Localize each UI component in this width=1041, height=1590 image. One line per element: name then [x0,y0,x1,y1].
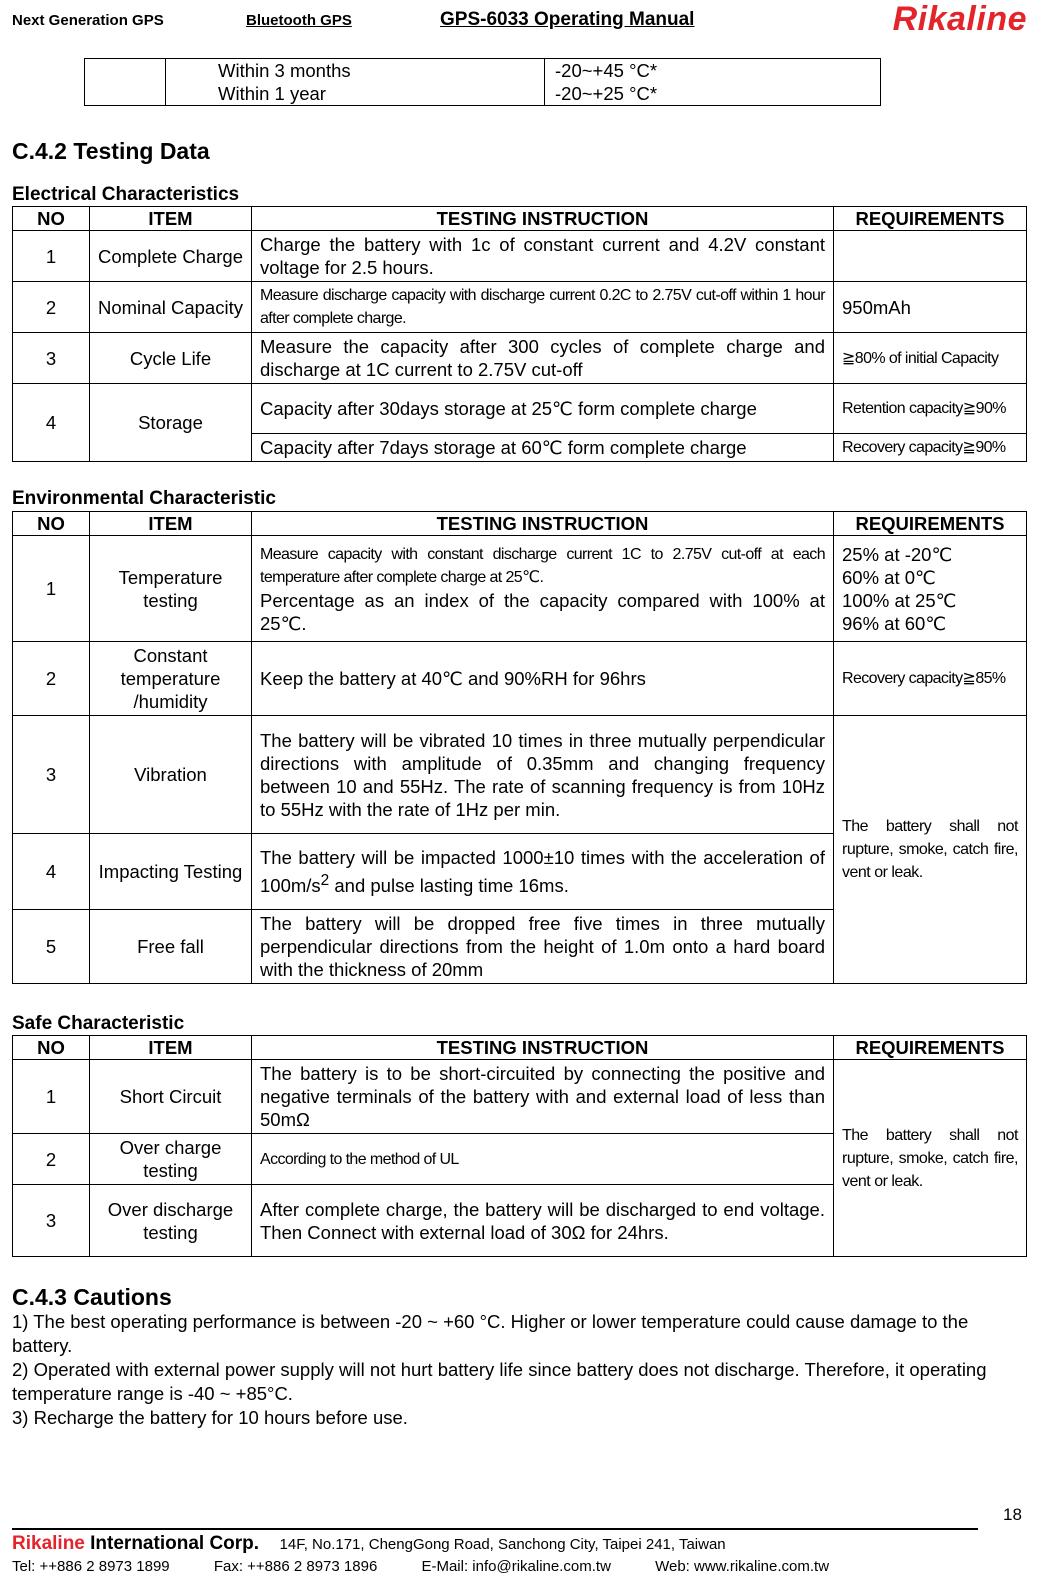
corp-name-rest: International Corp. [84,1533,260,1554]
cell-no: 1 [13,1060,90,1134]
cell-item: Nominal Capacity [90,282,252,333]
test-text: and pulse lasting time 16ms. [329,875,569,897]
cell-req [834,231,1027,282]
cell-no: 3 [13,333,90,384]
req-line: 100% at 25℃ [842,589,957,611]
col-header-no: NO [13,512,90,536]
test-text: The battery will be impacted 1000±10 times with the acceleration of 100m/s [260,846,825,897]
cell-item: Short Circuit [90,1060,252,1134]
table-row [13,282,1027,333]
cell-test: According to the method of UL [252,1134,834,1185]
col-header-req: REQUIREMENTS [834,512,1027,536]
cell-item: Complete Charge [90,231,252,282]
table-header-row [13,207,1027,231]
req-line: 60% at 0℃ [842,566,936,588]
safe-title: Safe Characteristic [12,1013,185,1034]
storage-period: Within 3 months [218,60,351,81]
list-item: 3) Recharge the battery for 10 hours before use. [12,1407,408,1428]
cell-item: Constant temperature /humidity [90,642,252,716]
list-item: 1) The best operating performance is between -20 ~ +60 °C. Higher or lower temperature could cause damage to the battery. [12,1311,969,1356]
table-header-row [13,512,1027,536]
cell-no: 3 [13,716,90,834]
safe-table [12,1035,1027,1257]
table-row [13,716,1027,834]
header-middle-text: Bluetooth GPS [246,12,352,29]
header-left-text: Next Generation GPS [12,12,164,29]
cell-test: Keep the battery at 40℃ and 90%RH for 96hrs [252,642,834,716]
cell-item: Vibration [90,716,252,834]
header-title: GPS-6033 Operating Manual [440,9,695,30]
storage-temperature-table [84,58,881,106]
contact-web: Web: www.rikaline.com.tw [655,1558,830,1575]
environmental-title: Environmental Characteristic [12,488,276,509]
cell-item: Temperature testing [90,536,252,642]
table-row [13,536,1027,642]
cell-test: After complete charge, the battery will be discharged to end voltage. Then Connect with external load of 30Ω for 24hrs. [252,1185,834,1257]
req-line: 25% at -20℃ [842,543,953,565]
cell-req: ≧80% of initial Capacity [834,333,1027,384]
col-header-req: REQUIREMENTS [834,1036,1027,1060]
cell-item: Over discharge testing [90,1185,252,1257]
section-title-cautions: C.4.3 Cautions [12,1284,172,1310]
col-header-test: TESTING INSTRUCTION [252,1036,834,1060]
cell-req-shared: The battery shall not rupture, smoke, catch fire, vent or leak. [834,716,1027,984]
contact-tel: Tel: ++886 2 8973 1899 [12,1558,170,1575]
cell-no: 1 [13,231,90,282]
col-header-item: ITEM [90,512,252,536]
section-title-testing-data: C.4.2 Testing Data [12,138,210,164]
table-row [13,642,1027,716]
cell-test: Measure the capacity after 300 cycles of complete charge and discharge at 1C current to 2.75V cut-off [252,333,834,384]
col-header-req: REQUIREMENTS [834,207,1027,231]
cell-test: Measure discharge capacity with discharge current 0.2C to 2.75V cut-off within 1 hour after complete charge. [252,282,834,333]
table-row [85,59,881,106]
cell-no: 3 [13,1185,90,1257]
cell-no: 1 [13,536,90,642]
brand-logo: Rikaline [892,0,1027,38]
test-text: Measure capacity with constant discharge current 1C to 2.75V cut-off at each temperature after complete charge at 25℃. [260,545,825,586]
cell-no: 4 [13,834,90,910]
cell-no: 5 [13,910,90,984]
superscript: 2 [320,871,330,889]
cell-req: Recovery capacity≧90% [834,434,1027,462]
electrical-title: Electrical Characteristics [12,184,240,205]
table-row [13,231,1027,282]
corp-name-brand: Rikaline [12,1533,85,1554]
col-header-item: ITEM [90,207,252,231]
storage-temp-cell [545,59,881,106]
cell-no: 2 [13,282,90,333]
page-number: 18 [1003,1505,1022,1524]
storage-period: Within 1 year [218,83,326,104]
col-header-test: TESTING INSTRUCTION [252,207,834,231]
cell-req: Retention capacity≧90% [834,384,1027,434]
cell-item: Storage [90,384,252,462]
list-item: 2) Operated with external power supply will not hurt battery life since battery does not discharge. Therefore, it operating temperature range is -40 ~ +85°C. [12,1359,987,1404]
cell-test: Capacity after 7days storage at 60℃ form complete charge [252,434,834,462]
cell-req: 950mAh [834,282,1027,333]
cell-item: Over charge testing [90,1134,252,1185]
cell-req-shared: The battery shall not rupture, smoke, catch fire, vent or leak. [834,1060,1027,1257]
footer-contact-line [12,1558,869,1575]
table-row [13,333,1027,384]
footer-corp-line [12,1533,726,1555]
cell-test: The battery will be vibrated 10 times in three mutually perpendicular directions with amplitude of 0.35mm and changing frequency between 10 and 55Hz. The rate of scanning frequency is from 10Hz to 55Hz with the rate of 1Hz per min. [252,716,834,834]
cell-test: The battery is to be short-circuited by connecting the positive and negative terminals of the battery with and external load of less than 50mΩ [252,1060,834,1134]
cautions-list [12,1310,1027,1430]
col-header-no: NO [13,207,90,231]
cell-test [252,834,834,910]
contact-email: E-Mail: info@rikaline.com.tw [421,1558,611,1575]
page-header [12,0,1027,40]
cell-item: Impacting Testing [90,834,252,910]
corp-name [12,1533,259,1554]
cell-item: Free fall [90,910,252,984]
cell-item: Cycle Life [90,333,252,384]
environmental-table [12,511,1027,984]
test-text: Percentage as an index of the capacity compared with 100% at 25℃. [260,589,825,634]
col-header-item: ITEM [90,1036,252,1060]
empty-cell [85,59,166,106]
cell-test [252,536,834,642]
footer-divider [12,1528,978,1530]
cell-test: The battery will be dropped free five times in three mutually perpendicular directions from the height of 1.0m onto a hard board with the thickness of 20mm [252,910,834,984]
col-header-test: TESTING INSTRUCTION [252,512,834,536]
table-row [13,384,1027,434]
cell-test: Capacity after 30days storage at 25℃ form complete charge [252,384,834,434]
contact-fax: Fax: ++886 2 8973 1896 [213,1558,378,1575]
col-header-no: NO [13,1036,90,1060]
table-header-row [13,1036,1027,1060]
cell-no: 4 [13,384,90,462]
req-line: 96% at 60℃ [842,612,947,634]
cell-no: 2 [13,642,90,716]
cell-test: Charge the battery with 1c of constant current and 4.2V constant voltage for 2.5 hours. [252,231,834,282]
electrical-table [12,206,1027,462]
storage-temp: -20~+25 °C* [555,83,658,104]
cell-no: 2 [13,1134,90,1185]
cell-req: Recovery capacity≧85% [834,642,1027,716]
storage-period-cell [166,59,545,106]
cell-req [834,536,1027,642]
storage-temp: -20~+45 °C* [555,60,658,81]
corp-address: 14F, No.171, ChengGong Road, Sanchong City, Taipei 241, Taiwan [279,1536,726,1553]
table-row [13,1060,1027,1134]
